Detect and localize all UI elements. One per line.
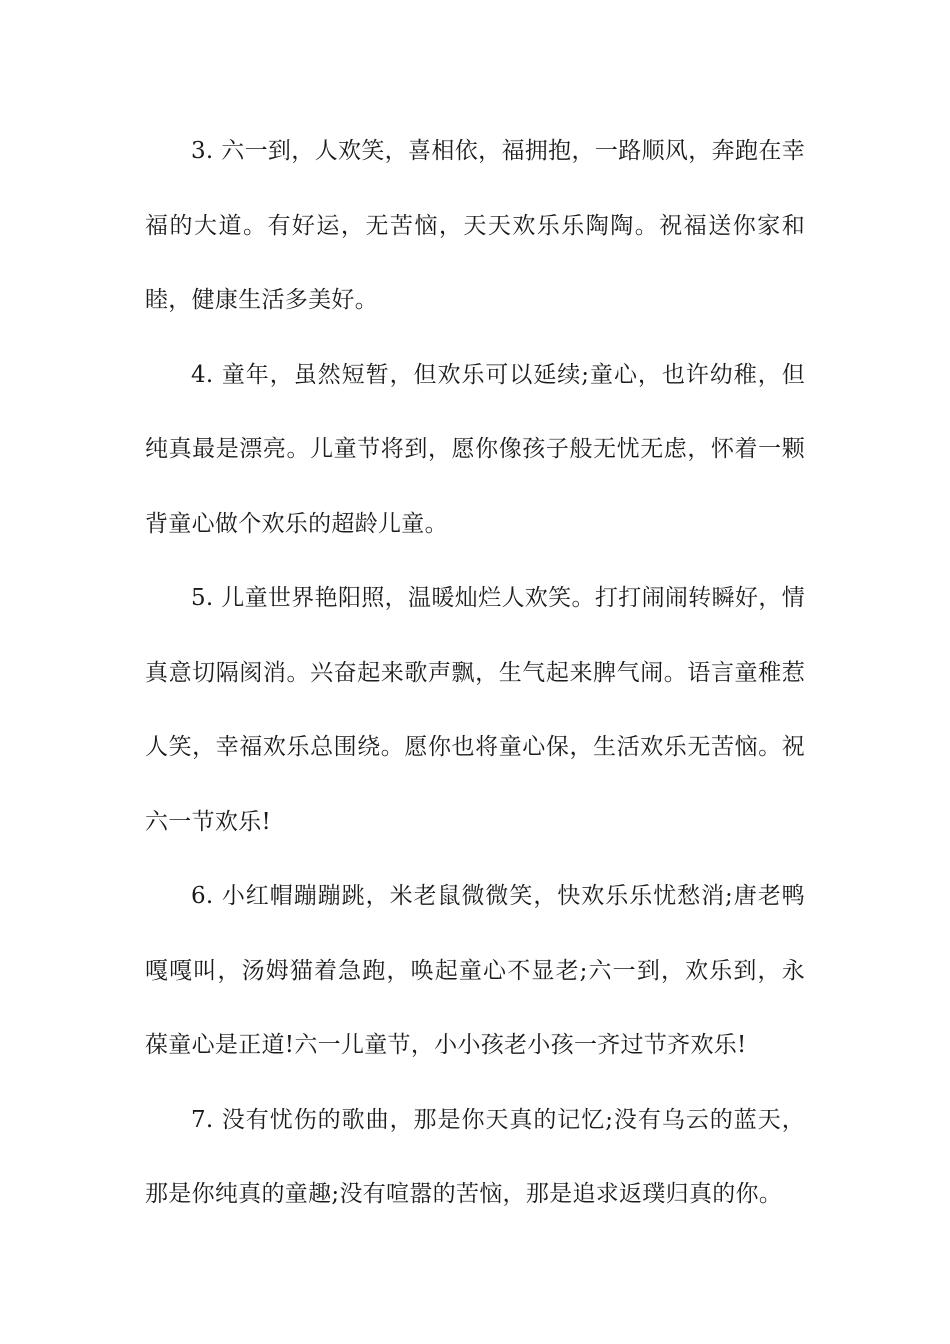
paragraph-7: 7. 没有忧伤的歌曲，那是你天真的记忆;没有乌云的蓝天，那是你纯真的童趣;没有喧嚣的苦恼，那是追求返璞归真的你。 — [145, 1106, 805, 1207]
paragraph-4: 4. 童年，虽然短暂，但欢乐可以延续;童心，也许幼稚，但纯真最是漂亮。儿童节将到，愿你像孩子般无忧无虑，怀着一颗背童心做个欢乐的超龄儿童。 — [145, 361, 805, 537]
paragraph-3: 3. 六一到，人欢笑，喜相依，福拥抱，一路顺风，奔跑在幸福的大道。有好运，无苦恼，天天欢乐乐陶陶。祝福送你家和睦，健康生活多美好。 — [145, 138, 805, 313]
paragraph-6: 6. 小红帽蹦蹦跳，米老鼠微微笑，快欢乐乐忧愁消;唐老鸭嘎嘎叫，汤姆猫着急跑，唤起童心不显老;六一到，欢乐到，永葆童心是正道!六一儿童节，小小孩老小孩一齐过节齐欢乐! — [145, 883, 805, 1058]
document-body — [145, 114, 805, 1232]
paragraph-5: 5. 儿童世界艳阳照，温暖灿烂人欢笑。打打闹闹转瞬好，情真意切隔阂消。兴奋起来歌声飘，生气起来脾气闹。语言童稚惹人笑，幸福欢乐总围绕。愿你也将童心保，生活欢乐无苦恼。祝六一节欢乐! — [145, 585, 805, 835]
